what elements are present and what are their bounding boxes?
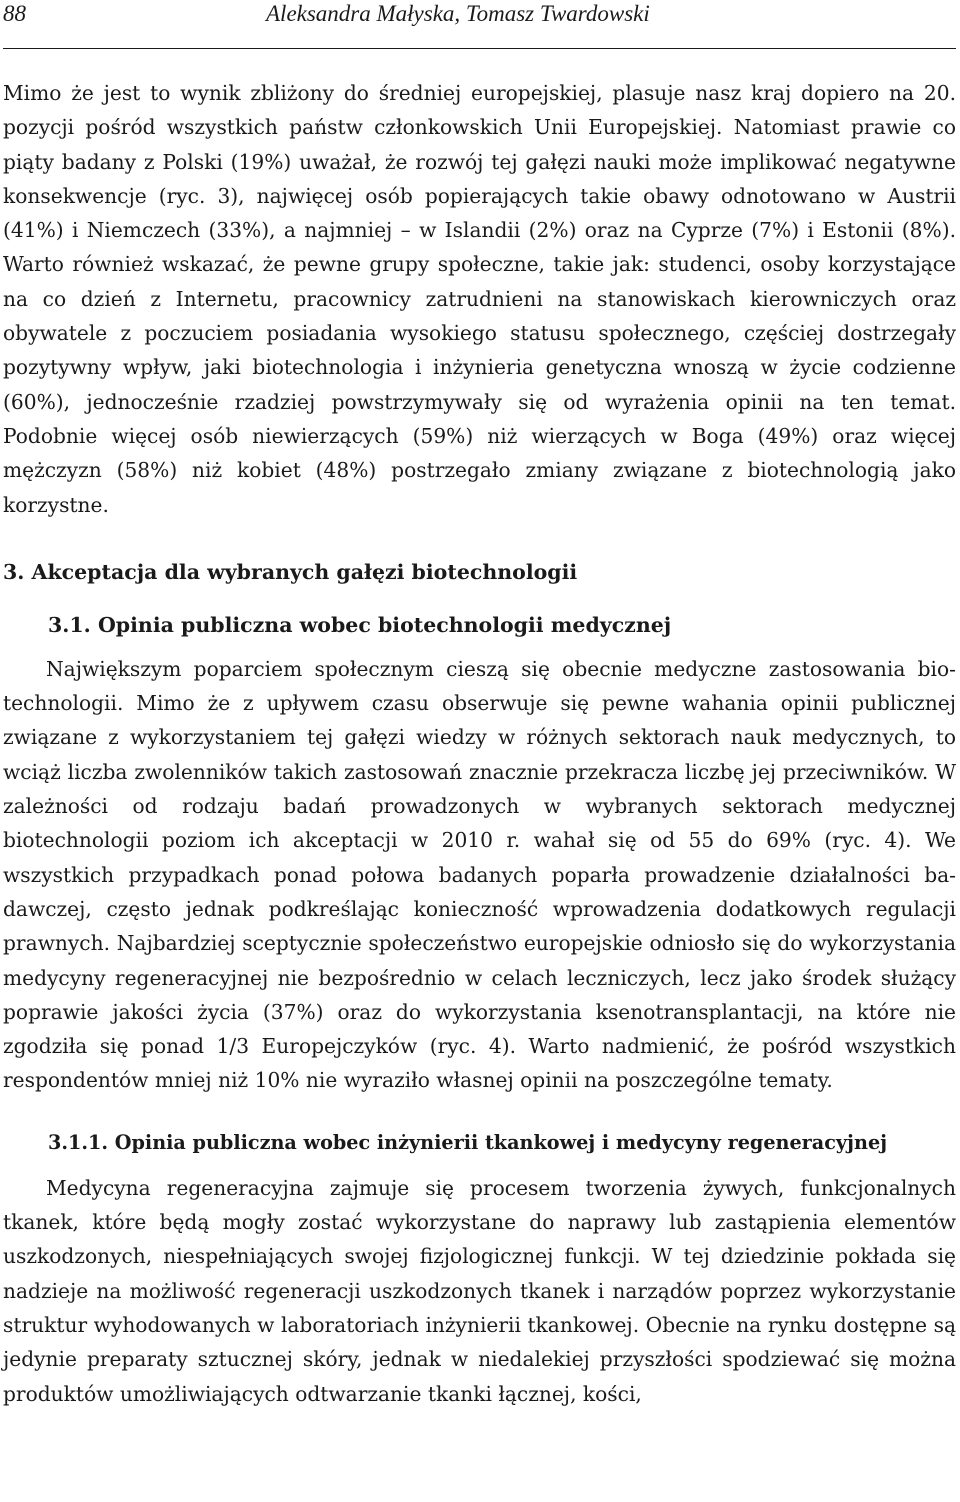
section-heading: 3. Akceptacja dla wybranych gałęzi biotechnologii xyxy=(3,559,578,584)
running-header xyxy=(3,0,956,49)
paragraph: Medycyna regeneracyjna zajmuje się procesem tworzenia żywych, funkcjonalnych tkanek, które będą mogły zostać wykorzystane do naprawy lub zastąpienia elementów uszkodzonych, niespełniających swojej fizjologicznej funkcji. W tej dziedzinie pokłada się nadzieje na możliwość regeneracji uszkodzonych tkanek i narządów poprzez wykorzystanie struktur wyhodowanych w laboratoriach inżynierii tkankowej. Obecnie na rynku dostępne są jedynie preparaty sztucznej skóry, jednak w niedalekiej przyszłości spodziewać się można produktów umożliwiających odtwarzanie tkanki łącznej, kości, xyxy=(3,1175,956,1406)
running-header-authors: Aleksandra Małyska, Tomasz Twardowski xyxy=(266,1,650,26)
page-number: 88 xyxy=(3,1,26,26)
paragraph: Największym poparciem społecznym cieszą się obecnie medyczne zastosowania biotechnologii. Mimo że z upływem czasu obserwuje się pewne wahania opinii publicznej związane z wykorzystaniem tej gałęzi wiedzy w różnych sektorach nauk medycznych, to wciąż liczba zwolenników takich zastosowań znacznie przekracza liczbę jej przeciwników. W zależności od rodzaju badań prowadzonych w wybranych sektorach medycznej biotechnologii poziom ich akceptacji w 2010 r. wahał się od 55 do 69% (ryc. 4). We wszystkich przypadkach ponad połowa badanych poparła prowadzenie działalności badawczej, często jednak podkreślając konieczność wprowadzenia dodatkowych regulacji prawnych. Najbardziej sceptycznie społeczeństwo europejskie odniosło się do wykorzystania medycyny regeneracyjnej nie bezpośrednio w celach leczniczych, lecz jako środek służący poprawie jakości życia (37%) oraz do wykorzystania ksenotransplantacji, na które nie zgodziła się ponad 1/3 Europejczyków (ryc. 4). Warto nadmienić, że pośród wszystkich respondentów mniej niż 10% nie wyraziło własnej opinii na poszczególne tematy. xyxy=(3,656,956,1093)
subsubsection-heading: 3.1.1. Opinia publiczna wobec inżynierii tkankowej i medycyny regeneracyjnej xyxy=(48,1130,888,1154)
subsection-heading: 3.1. Opinia publiczna wobec biotechnologii medycznej xyxy=(48,612,672,637)
paragraph: Mimo że jest to wynik zbliżony do średniej europejskiej, plasuje nasz kraj dopiero na 20. pozycji pośród wszystkich państw członkowskich Unii Europejskiej. Natomiast prawie co piąty badany z Polski (19%) uważał, że rozwój tej gałęzi nauki może implikować negatywne konsekwencje (ryc. 3), najwięcej osób popierających takie obawy odnotowano w Austrii (41%) i Niemczech (33%), a najmniej – w Islandii (2%) oraz na Cyprze (7%) i Estonii (8%). Warto również wskazać, że pewne grupy społeczne, takie jak: studenci, osoby korzystające na co dzień z Internetu, pracownicy zatrudnieni na stanowiskach kierowniczych oraz obywatele z poczuciem posiadania wysokiego statusu społecznego, częściej dostrzegały pozytywny wpływ, jaki biotechnologia i inżynieria genetyczna wnoszą w życie codzienne (60%), jednocześnie rzadziej powstrzymywały się od wyrażenia opinii na ten temat. Podobnie więcej osób niewierzących (59%) niż wierzących w Boga (49%) oraz więcej mężczyzn (58%) niż kobiet (48%) postrzegało zmiany związane z biotechnologią jako korzystne. xyxy=(3,81,956,517)
